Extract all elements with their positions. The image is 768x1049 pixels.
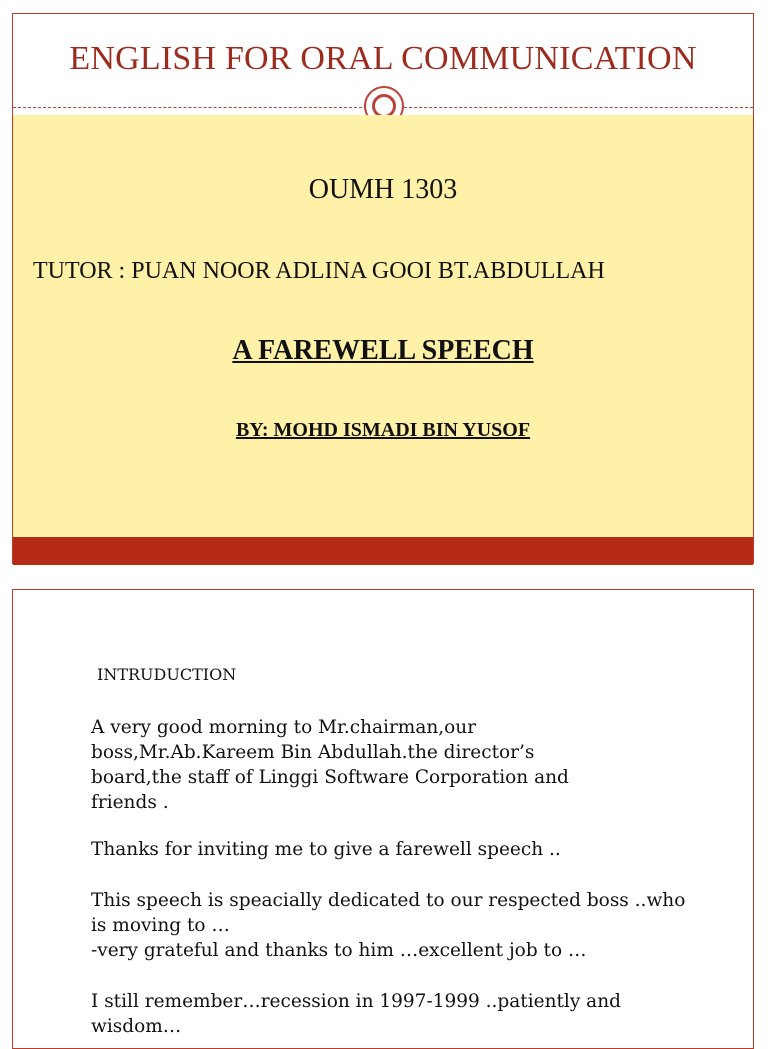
tutor-name: TUTOR : PUAN NOOR ADLINA GOOI BT.ABDULLAH bbox=[33, 258, 605, 284]
text-line: boss,Mr.Ab.Kareem Bin Abdullah.the director’s bbox=[91, 742, 535, 763]
text-line: -very grateful and thanks to him …excellent job to … bbox=[91, 940, 587, 961]
section-heading: INTRUDUCTION bbox=[97, 665, 237, 684]
dedication-paragraph bbox=[91, 888, 711, 963]
author-byline: BY: MOHD ISMADI BIN YUSOF bbox=[235, 419, 531, 441]
memory-paragraph bbox=[91, 989, 711, 1039]
text-line: This speech is speacially dedicated to our respected boss ..who bbox=[91, 890, 686, 911]
text-line: friends . bbox=[91, 792, 169, 813]
text-line: A very good morning to Mr.chairman,our bbox=[91, 717, 477, 738]
text-line: wisdom… bbox=[91, 1016, 182, 1037]
text-line: board,the staff of Linggi Software Corporation and bbox=[91, 767, 569, 788]
footer-bar bbox=[13, 537, 753, 565]
course-code: OUMH 1303 bbox=[308, 174, 458, 205]
text-line: I still remember…recession in 1997-1999 ..patiently and bbox=[91, 991, 621, 1012]
speech-title: A FAREWELL SPEECH bbox=[232, 335, 534, 366]
introduction-slide bbox=[12, 589, 754, 1049]
text-line: is moving to … bbox=[91, 915, 230, 936]
title-slide bbox=[12, 13, 754, 564]
thanks-paragraph bbox=[91, 837, 711, 862]
presentation-title: ENGLISH FOR ORAL COMMUNICATION bbox=[69, 40, 697, 77]
text-line: Thanks for inviting me to give a farewell speech .. bbox=[91, 839, 561, 860]
greeting-paragraph bbox=[91, 715, 711, 815]
